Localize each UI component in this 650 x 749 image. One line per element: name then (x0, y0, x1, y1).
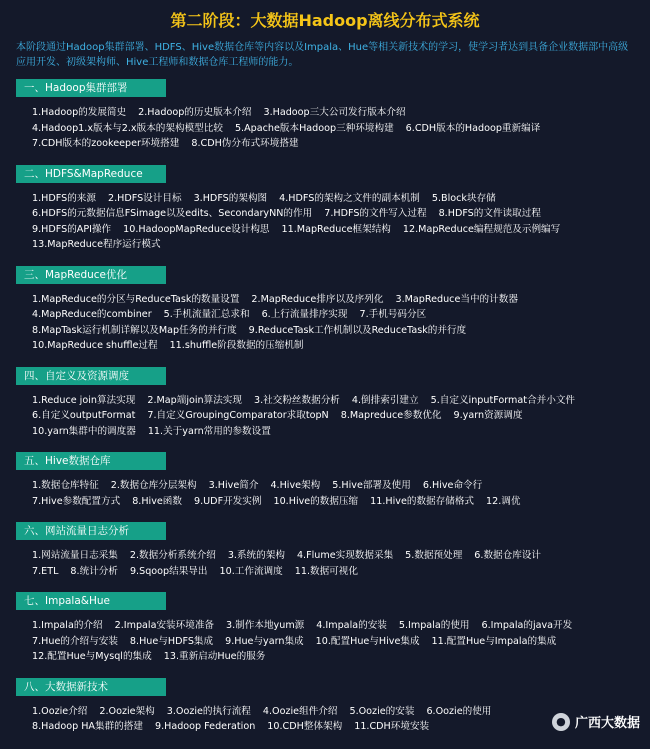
topic-row (32, 338, 650, 354)
topic-item: 1.数据仓库特征 (32, 480, 99, 491)
topic-list (32, 478, 650, 509)
topic-item: 4.倒排索引建立 (351, 394, 419, 406)
topic-list (32, 618, 650, 665)
topic-item: 1.HDFS的来源 (32, 192, 96, 204)
topic-item: 5.数据预处理 (405, 550, 463, 561)
sections-container (0, 76, 650, 735)
topic-item: 1.MapReduce的分区与ReduceTask的数量设置 (32, 293, 240, 305)
topic-row (32, 548, 650, 564)
topic-item: 8.Mapreduce参数优化 (340, 410, 442, 421)
topic-item: 10.Hive的数据压缩 (273, 495, 359, 507)
topic-item: 13.MapReduce程序运行模式 (32, 239, 161, 250)
topic-item: 6.HDFS的元数据信息FSimage以及edits、SecondaryNN的作用 (32, 208, 313, 219)
topic-row (32, 105, 650, 121)
topic-list (32, 105, 650, 152)
topic-item: 5.Apache版本Hadoop三种环境构建 (234, 122, 394, 134)
topic-item: 6.Oozie的使用 (426, 705, 492, 717)
topic-item: 1.Impala的介绍 (32, 620, 103, 631)
topic-row (32, 649, 650, 665)
topic-item: 11.CDH环境安装 (354, 721, 430, 732)
topic-item: 7.Hive参数配置方式 (32, 495, 121, 507)
topic-item: 11.数据可视化 (294, 565, 358, 577)
topic-item: 4.MapReduce的combiner (32, 309, 152, 320)
topic-item: 6.Impala的java开发 (481, 620, 573, 631)
wechat-icon: ● (552, 713, 570, 731)
section (16, 589, 650, 665)
topic-item: 9.Sqoop结果导出 (129, 565, 208, 577)
topic-item: 5.手机流量汇总求和 (163, 309, 250, 320)
topic-item: 3.制作本地yum源 (226, 620, 305, 631)
topic-item: 2.数据分析系统介绍 (129, 550, 216, 561)
topic-item: 3.Oozie的执行流程 (166, 705, 251, 717)
topic-item: 6.Hive命令行 (422, 480, 483, 491)
watermark-text: 广西大数据 (574, 716, 640, 731)
topic-item: 7.手机号码分区 (359, 309, 427, 320)
topic-item: 9.HDFS的API操作 (32, 223, 112, 235)
topic-item: 5.自定义inputFormat合并小文件 (430, 394, 576, 406)
section-heading: 七、Impala&Hue (16, 592, 166, 610)
topic-item: 13.重新启动Hue的服务 (163, 651, 266, 662)
topic-item: 7.Hue的介绍与安装 (32, 635, 118, 647)
topic-item: 6.上行流量排序实现 (261, 309, 348, 320)
topic-item: 8.Hadoop HA集群的搭建 (32, 721, 143, 732)
topic-row (32, 494, 650, 510)
topic-item: 8.MapTask运行机制详解以及Map任务的并行度 (32, 324, 237, 336)
topic-list (32, 292, 650, 354)
topic-item: 4.Hadoop1.x版本与2.x版本的架构模型比较 (32, 122, 223, 134)
topic-item: 2.数据仓库分层架构 (110, 480, 197, 491)
topic-row (32, 121, 650, 137)
topic-row (32, 323, 650, 339)
topic-item: 6.数据仓库设计 (474, 550, 542, 561)
topic-item: 3.社交粉丝数据分析 (254, 394, 340, 406)
topic-row (32, 292, 650, 308)
topic-item: 6.自定义outputFormat (32, 410, 136, 421)
topic-item: 11.配置Hue与Impala的集成 (431, 635, 557, 647)
section-heading: 五、Hive数据仓库 (16, 452, 166, 470)
topic-item: 2.Impala安装环境准备 (114, 620, 215, 631)
topic-item: 7.ETL (32, 565, 59, 577)
topic-item: 8.Hive函数 (132, 495, 182, 507)
topic-list (32, 548, 650, 579)
topic-item: 11.关于yarn常用的参数设置 (147, 425, 271, 437)
topic-item: 10.工作流调度 (219, 565, 283, 577)
topic-item: 3.HDFS的架构图 (193, 192, 268, 204)
topic-item: 7.HDFS的文件写入过程 (324, 208, 427, 219)
intro-text: 本阶段通过Hadoop集群部署、HDFS、Hive数据仓库等内容以及Impala、Hue等相关新技术的学习，使学习者达到具备企业数据部中高级应用开发、初级架构师、Hive工程师和数据仓库工程师的能力。 (16, 42, 629, 68)
topic-row (32, 424, 650, 440)
topic-item: 12.调优 (486, 495, 521, 507)
topic-item: 4.HDFS的架构之文件的副本机制 (279, 192, 420, 204)
topic-item: 10.HadoopMapReduce设计构思 (123, 223, 270, 235)
topic-item: 12.配置Hue与Mysql的集成 (32, 651, 152, 662)
topic-item: 11.MapReduce框架结构 (281, 223, 391, 235)
topic-row (32, 408, 650, 424)
topic-item: 8.HDFS的文件读取过程 (438, 208, 541, 219)
topic-item: 5.Hive部署及使用 (332, 480, 411, 491)
topic-item: 10.配置Hue与Hive集成 (315, 635, 420, 647)
topic-item: 10.MapReduce shuffle过程 (32, 340, 158, 351)
section-heading: 一、Hadoop集群部署 (16, 79, 166, 97)
topic-item: 1.网站流量日志采集 (32, 550, 118, 561)
topic-item: 2.Oozie架构 (99, 705, 155, 717)
section (16, 263, 650, 354)
topic-item: 8.Hue与HDFS集成 (129, 635, 214, 647)
topic-item: 9.Hadoop Federation (154, 721, 256, 732)
topic-row (32, 478, 650, 494)
section-heading: 三、MapReduce优化 (16, 266, 166, 284)
page-title: 第二阶段：大数据Hadoop离线分布式系统 (170, 11, 480, 30)
topic-item: 4.Impala的安装 (316, 620, 387, 631)
topic-item: 11.shuffle阶段数据的压缩机制 (169, 340, 304, 351)
topic-item: 10.CDH整体架构 (267, 721, 343, 732)
topic-item: 5.Oozie的安装 (349, 705, 415, 717)
topic-item: 3.MapReduce当中的计数器 (395, 293, 518, 305)
topic-row (32, 564, 650, 580)
topic-item: 12.MapReduce编程规范及示例编写 (402, 223, 561, 235)
topic-item: 4.Hive架构 (270, 480, 321, 491)
topic-item: 2.Map端join算法实现 (147, 394, 242, 406)
topic-item: 2.HDFS设计目标 (107, 192, 182, 204)
topic-row (32, 618, 650, 634)
topic-item: 4.Flume实现数据采集 (296, 550, 394, 561)
topic-item: 9.ReduceTask工作机制以及ReduceTask的并行度 (248, 324, 467, 336)
section (16, 76, 650, 152)
topic-list (32, 191, 650, 253)
section-heading: 八、大数据新技术 (16, 678, 166, 696)
topic-item: 3.Hive简介 (208, 480, 259, 491)
topic-item: 5.Block块存储 (431, 192, 496, 204)
section-heading: 四、自定义及资源调度 (16, 367, 166, 385)
topic-item: 4.Oozie组件介绍 (262, 705, 338, 717)
watermark (552, 712, 640, 731)
topic-row (32, 222, 650, 238)
topic-item: 7.自定义GroupingComparator求取topN (147, 410, 329, 421)
topic-item: 8.统计分析 (70, 565, 118, 577)
topic-item: 5.Impala的使用 (398, 620, 470, 631)
section-heading: 二、HDFS&MapReduce (16, 165, 166, 183)
topic-item: 10.yarn集群中的调度器 (32, 425, 136, 437)
topic-item: 8.CDH伪分布式环境搭建 (191, 138, 299, 149)
topic-item: 3.Hadoop三大公司发行版本介绍 (263, 107, 406, 118)
section (16, 364, 650, 440)
topic-row (32, 191, 650, 207)
topic-item: 1.Oozie介绍 (32, 705, 88, 717)
topic-list (32, 393, 650, 440)
section-heading: 六、网站流量日志分析 (16, 522, 166, 540)
section (16, 519, 650, 579)
topic-item: 1.Reduce join算法实现 (32, 394, 136, 406)
topic-item: 7.CDH版本的zookeeper环境搭建 (32, 138, 180, 149)
topic-row (32, 307, 650, 323)
topic-item: 2.Hadoop的历史版本介绍 (138, 107, 252, 118)
topic-item: 9.Hue与yarn集成 (225, 635, 304, 647)
section (16, 162, 650, 253)
topic-row (32, 206, 650, 222)
topic-item: 3.系统的架构 (227, 550, 285, 561)
topic-item: 2.MapReduce排序以及序列化 (251, 293, 384, 305)
topic-row (32, 634, 650, 650)
topic-row (32, 136, 650, 152)
topic-row (32, 237, 650, 253)
topic-item: 9.yarn资源调度 (453, 410, 523, 421)
topic-row (32, 393, 650, 409)
topic-item: 11.Hive的数据存储格式 (370, 495, 475, 507)
topic-item: 6.CDH版本的Hadoop重新编译 (405, 122, 541, 134)
section (16, 449, 650, 509)
topic-item: 1.Hadoop的发展简史 (32, 107, 127, 118)
topic-item: 9.UDF开发实例 (194, 495, 262, 507)
